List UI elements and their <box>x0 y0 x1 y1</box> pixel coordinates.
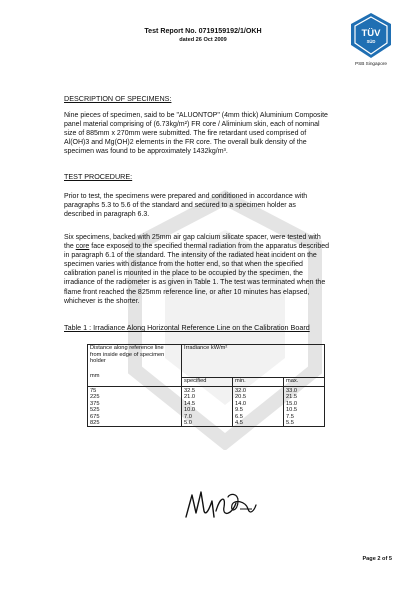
distance-value: 825 <box>90 419 100 426</box>
description-line: Nine pieces of specimen, said to be "ALUONTOP" (4mm thick) Aluminium Composite <box>64 112 328 119</box>
specified-value: 10.0 <box>184 407 196 414</box>
logo-caption: PSB Singapore <box>354 61 388 66</box>
specified-value: 14.5 <box>184 400 196 407</box>
report-header <box>96 27 310 44</box>
description-line: Al(OH)3 and Mg(OH)2 elements in the FR core. The overall bulk density of the <box>64 139 307 147</box>
specified-value: 5.0 <box>184 419 192 426</box>
procedure-line: Six specimens, backed with 25mm air gap calcium silicate spacer, were tested with <box>64 234 321 241</box>
procedure-line: specimen varies with distance from the hotter end, so that when the specified <box>64 261 303 269</box>
procedure-section <box>64 172 360 181</box>
report-number: Test Report No. 0719159192/1/OKH <box>144 27 262 35</box>
procedure-para-1 <box>64 192 360 219</box>
max-value: 7.5 <box>286 413 294 420</box>
specified-value: 32.5 <box>184 388 196 394</box>
distance-value: 75 <box>90 388 97 394</box>
specified-column <box>182 387 233 427</box>
core-underlined-word: core <box>75 243 90 251</box>
description-section <box>64 94 360 103</box>
procedure-line: flame front reached the 825mm reference line, or after 10 minutes has elapsed, <box>64 288 310 296</box>
table-values-row <box>88 387 325 427</box>
specified-value: 7.0 <box>184 413 192 420</box>
min-value: 32.0 <box>235 388 247 394</box>
min-value: 14.0 <box>235 400 247 407</box>
table-title: Table 1 : Irradiance Along Horizontal Reference Line on the Calibration Board <box>64 323 310 332</box>
distance-header-line: holder <box>90 358 106 365</box>
min-value: 9.5 <box>235 407 243 414</box>
distance-header-cell <box>88 345 182 387</box>
signature-icon <box>180 487 258 523</box>
distance-value: 675 <box>90 413 100 420</box>
procedure-heading: TEST PROCEDURE: <box>64 172 133 181</box>
max-value: 33.0 <box>286 388 298 394</box>
procedure-line: described in paragraph 6.3. <box>64 211 150 219</box>
procedure-line: paragraphs 5.3 to 5.6 of the standard and secured to a specimen holder as <box>64 202 296 210</box>
tuv-logo-icon <box>349 12 393 59</box>
irradiance-table <box>87 344 325 427</box>
max-value: 21.5 <box>286 394 298 401</box>
distance-header-line: Distance along reference line <box>90 345 164 351</box>
min-value: 20.5 <box>235 394 247 401</box>
distance-unit: mm <box>90 372 100 379</box>
procedure-line: whichever is the shorter. <box>64 297 140 305</box>
max-value: 15.0 <box>286 400 298 407</box>
description-line: panel material comprising of (6.73kg/m²) FR core / Aliminium skin, each of nominal <box>64 121 320 129</box>
procedure-line: calibration panel is mounted in the place to be occupied by the specimen, the <box>64 270 303 278</box>
description-heading: DESCRIPTION OF SPECIMENS: <box>64 94 172 103</box>
max-column <box>284 387 325 427</box>
min-header: min. <box>233 378 284 387</box>
max-value: 10.5 <box>286 407 298 414</box>
max-header: max. <box>284 378 325 387</box>
distance-value: 225 <box>90 394 100 401</box>
procedure-line: Prior to test, the specimens were prepared and conditioned in accordance with <box>64 193 308 200</box>
procedure-line: irradiance of the radiometer is as given in Table 1. The test was terminated when the <box>64 279 326 287</box>
procedure-text: the <box>64 243 76 251</box>
distance-header-line: from inside edge of specimen <box>90 351 165 358</box>
description-line: size of 885mm x 270mm were submitted. The fire retardant used comprised of <box>64 130 307 138</box>
distance-column <box>88 387 182 427</box>
table-header-row <box>88 345 325 378</box>
distance-value: 375 <box>90 400 100 407</box>
logo-mark-sub: SÜD <box>366 39 376 44</box>
min-value: 6.5 <box>235 413 243 420</box>
procedure-text: face exposed to the specified thermal radiation from the apparatus described <box>89 243 330 251</box>
specified-header: specified <box>182 378 233 387</box>
procedure-line: in paragraph 6.1 of the standard. The intensity of the radiated heat incident on the <box>64 252 317 260</box>
page-number: Page 2 of 5 <box>362 556 392 562</box>
irradiance-header: Irradiance kW/m² <box>184 345 228 351</box>
specified-value: 21.0 <box>184 394 196 401</box>
procedure-para-2 <box>64 233 360 306</box>
irradiance-header-cell <box>182 345 325 378</box>
description-body <box>64 111 360 156</box>
report-date: dated 26 Oct 2009 <box>179 37 227 43</box>
procedure-line-core <box>64 242 360 251</box>
max-value: 5.5 <box>286 419 294 426</box>
logo-mark-text: TÜV <box>361 28 381 39</box>
min-column <box>233 387 284 427</box>
description-line: specimen was found to be approximately 1432kg/m³. <box>64 148 228 156</box>
distance-value: 525 <box>90 407 100 414</box>
min-value: 4.5 <box>235 419 243 426</box>
